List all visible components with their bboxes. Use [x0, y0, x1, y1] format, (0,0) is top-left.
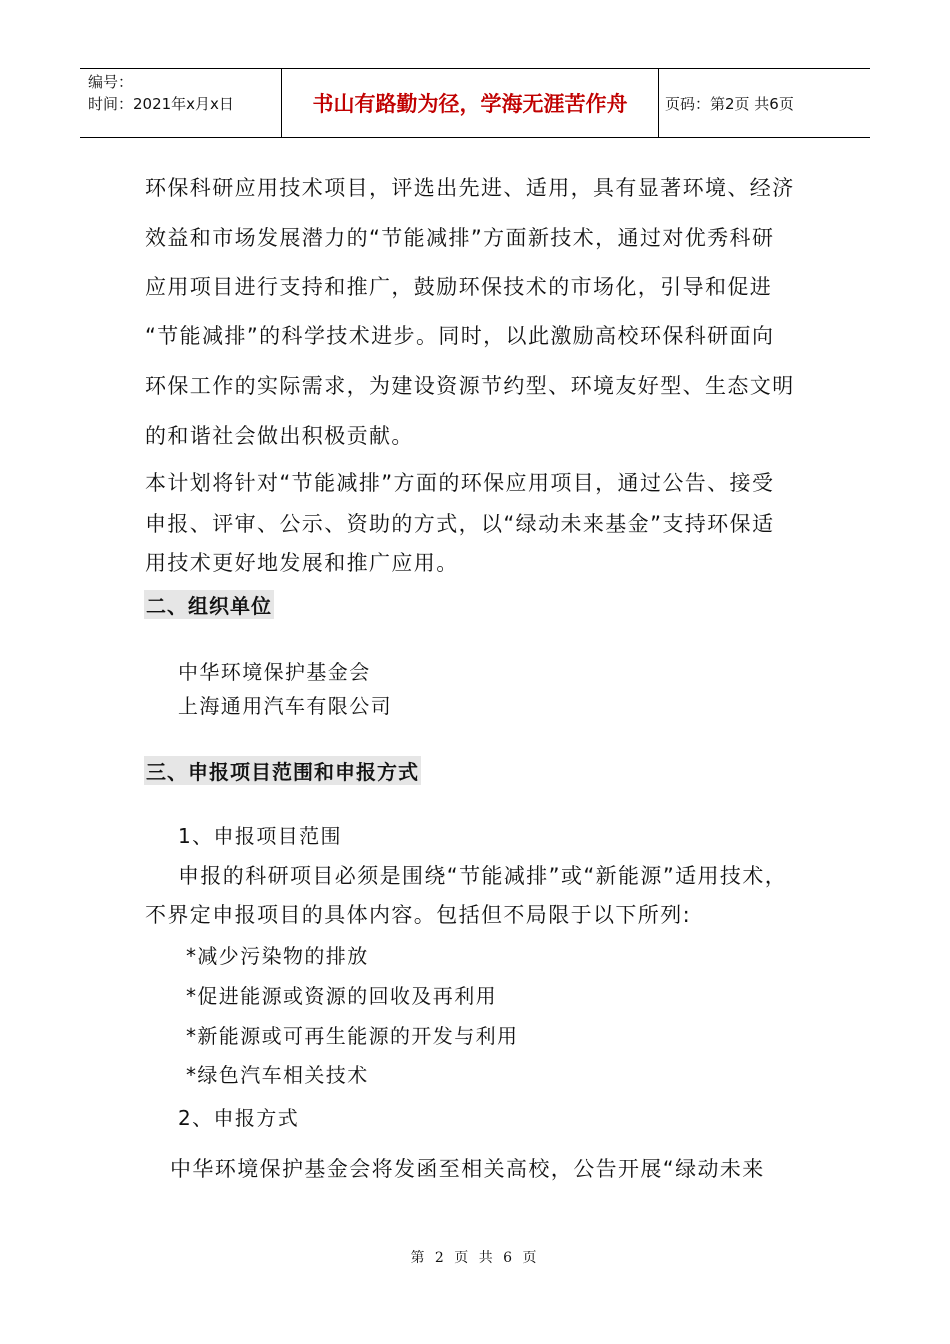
section-heading: 二、组织单位: [144, 590, 274, 619]
list-item: *绿色汽车相关技术: [186, 1063, 369, 1087]
body-line: 效益和市场发展潜力的“节能减排”方面新技术，通过对优秀科研: [145, 226, 775, 250]
page-header: [80, 68, 870, 138]
org-item: 中华环境保护基金会: [178, 660, 371, 684]
subsection-title: 1、申报项目范围: [178, 824, 342, 848]
body-line: “节能减排”的科学技术进步。同时，以此激励高校环保科研面向: [145, 324, 775, 348]
document-date: 时间：2021年x月x日: [88, 95, 234, 113]
header-motto: 书山有路勤为径，学海无涯苦作舟: [282, 69, 659, 137]
document-number-label: 编号：: [88, 73, 134, 91]
body-line: 环保科研应用技术项目，评选出先进、适用，具有显著环境、经济: [145, 176, 795, 200]
list-item: *新能源或可再生能源的开发与利用: [186, 1024, 519, 1048]
body-line: 的和谐社会做出积极贡献。: [145, 424, 414, 448]
body-line: 用技术更好地发展和推广应用。: [145, 551, 459, 575]
body-line: 申报的科研项目必须是围绕“节能减排”或“新能源”适用技术，: [178, 864, 788, 888]
body-line: 不界定申报项目的具体内容。包括但不局限于以下所列:: [145, 903, 692, 927]
page-footer: 第 2 页 共 6 页: [410, 1250, 540, 1266]
org-item: 上海通用汽车有限公司: [178, 694, 392, 718]
subsection-title: 2、申报方式: [178, 1106, 300, 1130]
body-line: 申报、评审、公示、资助的方式，以“绿动未来基金”支持环保适: [145, 512, 775, 536]
body-line: 环保工作的实际需求，为建设资源节约型、环境友好型、生态文明: [145, 374, 795, 398]
header-page-info: 页码：第2页 共6页: [665, 94, 794, 113]
body-line: 中华环境保护基金会将发函至相关高校，公告开展“绿动未来: [170, 1157, 765, 1181]
list-item: *减少污染物的排放: [186, 944, 369, 968]
section-heading: 三、申报项目范围和申报方式: [144, 756, 421, 785]
body-line: 本计划将针对“节能减排”方面的环保应用项目，通过公告、接受: [145, 471, 775, 495]
header-meta: [80, 69, 282, 137]
body-line: 应用项目进行支持和推广，鼓励环保技术的市场化，引导和促进: [145, 275, 773, 299]
list-item: *促进能源或资源的回收及再利用: [186, 984, 497, 1008]
